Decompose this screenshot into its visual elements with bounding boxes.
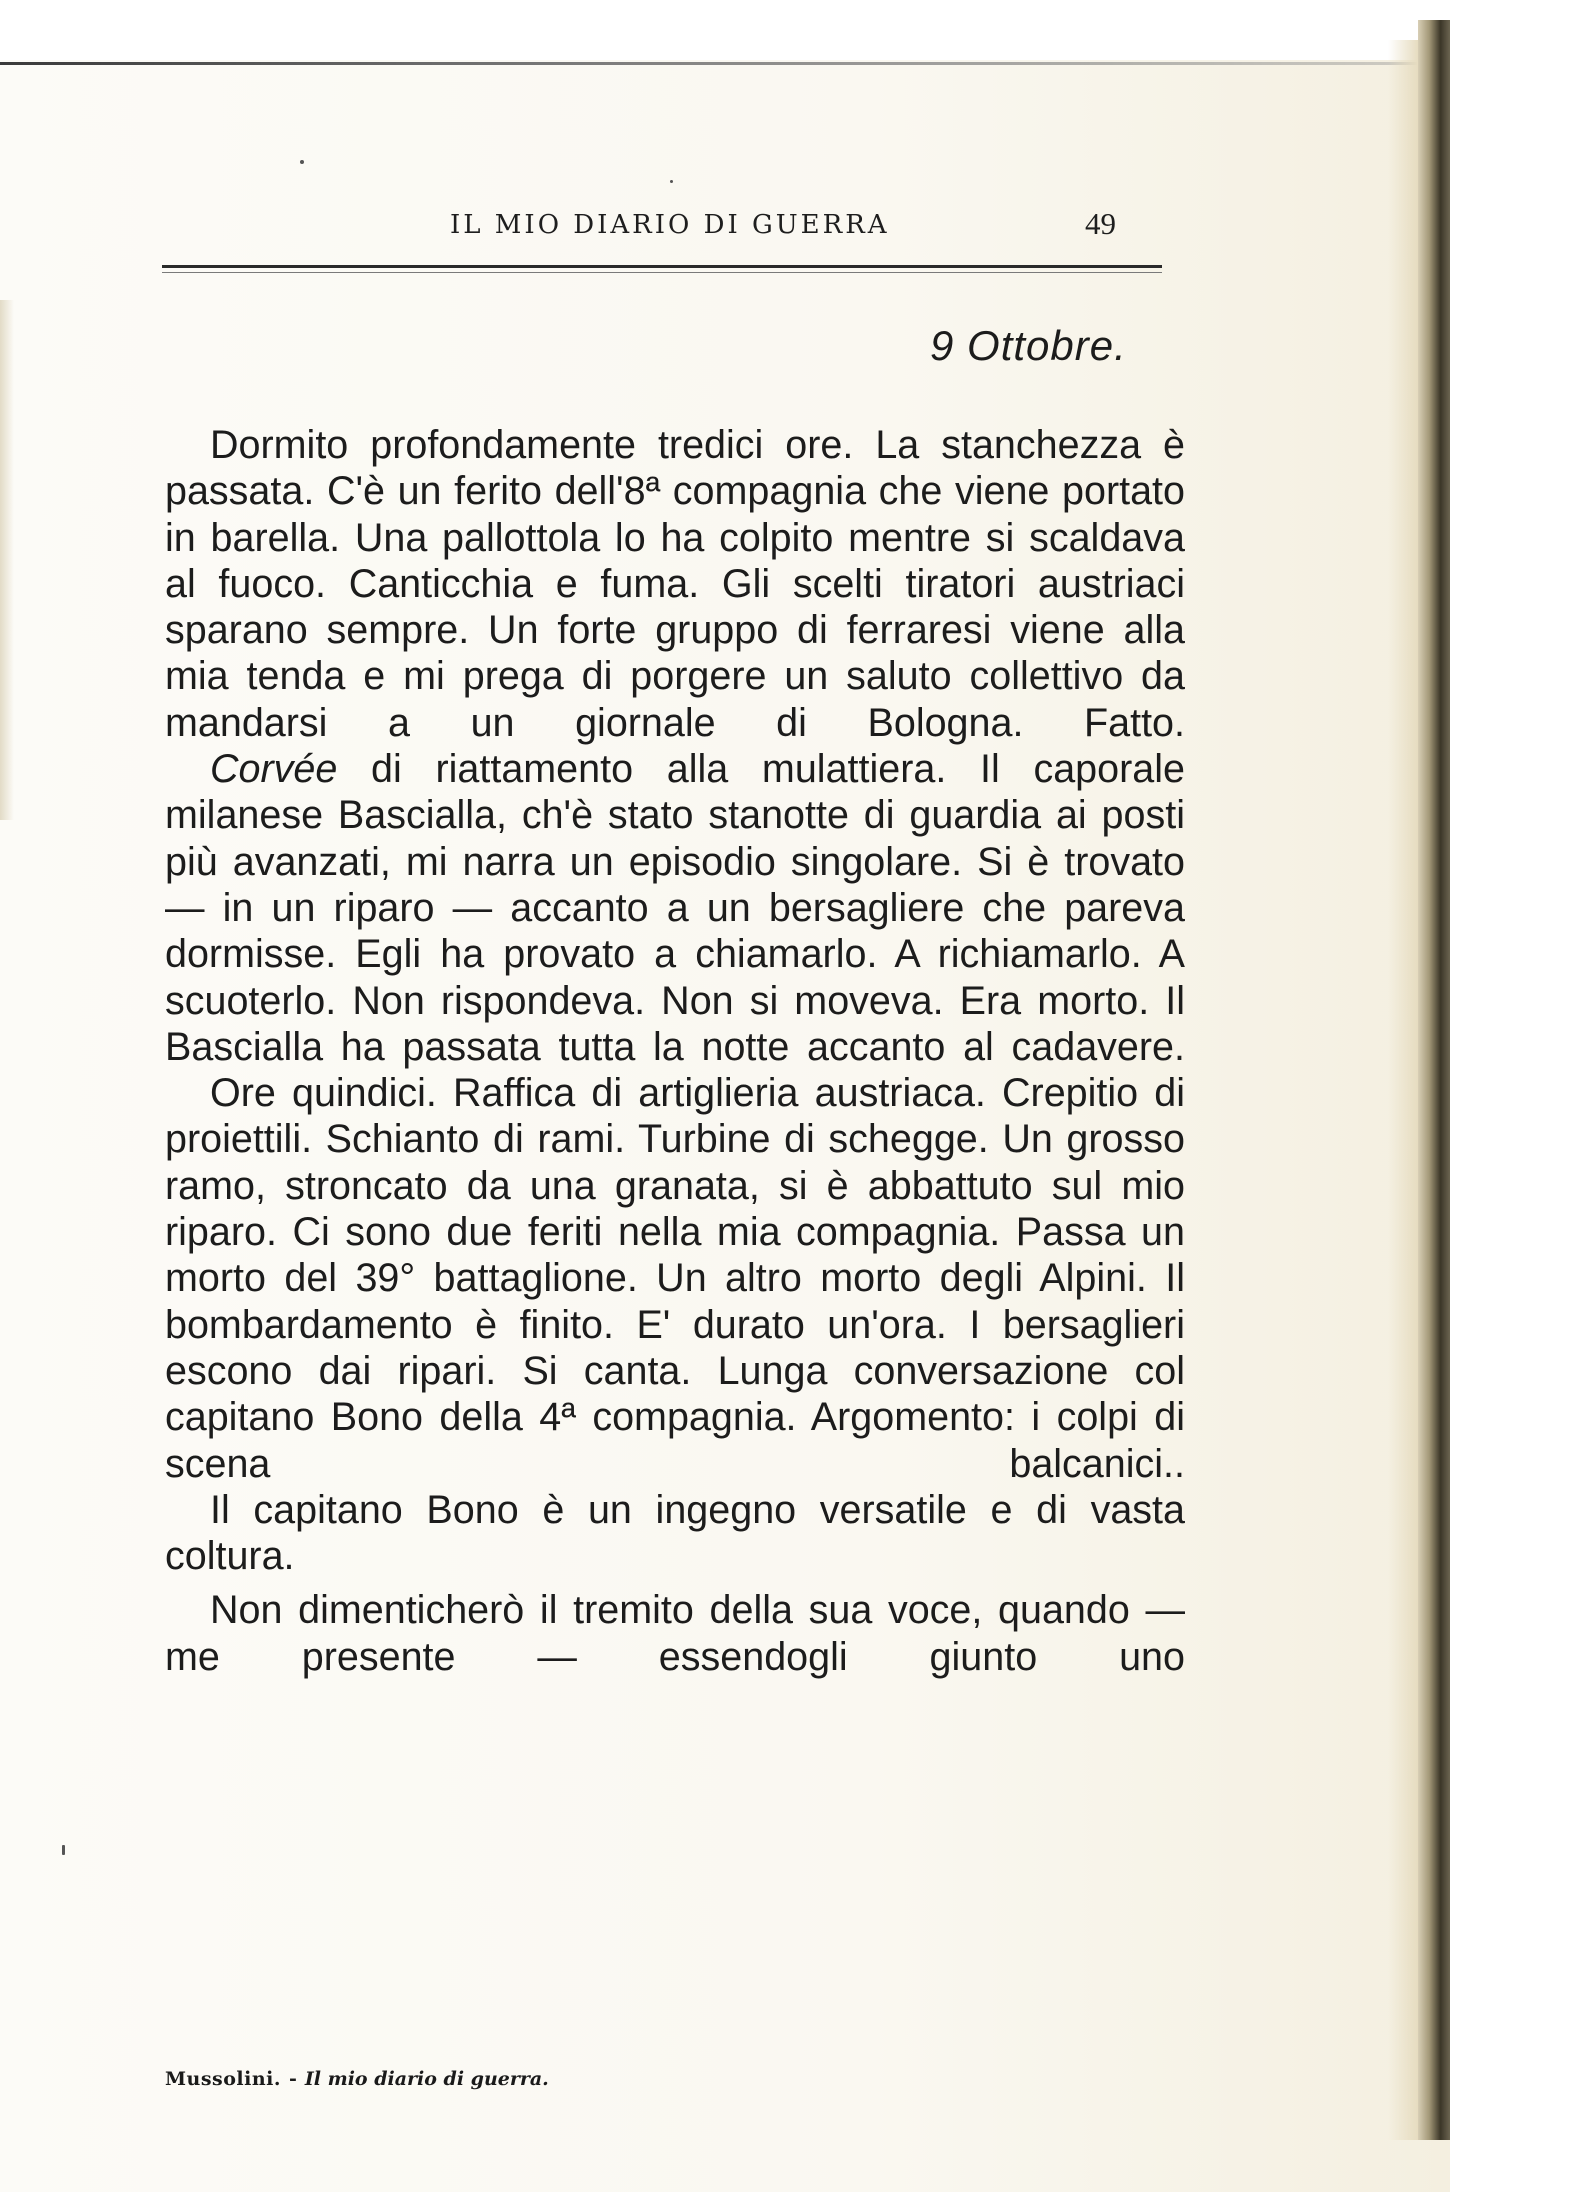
- scan-speck: [670, 180, 673, 183]
- paragraph: [165, 746, 1185, 1070]
- paragraph: [165, 1587, 1185, 1680]
- body-text: [165, 422, 1185, 1680]
- page-footer: [165, 2068, 549, 2090]
- header-rule: [162, 265, 1162, 268]
- paragraph-text: Non dimenticherò il tremito della sua voce, quando — me presente — essendogli giunto uno: [165, 1588, 1185, 1679]
- entry-date: 9 Ottobre.: [930, 322, 1127, 369]
- paragraph-text: di riattamento alla mulattiera. Il caporale milanese Bascialla, ch'è stato stanotte di guardia ai posti più avanzati, mi narra un episodio singolare. Si è trovato — in un riparo — accanto a un bersagliere che pareva dormisse. Egli ha provato a chiamarlo. A richiamarlo. A scuoterlo. Non rispondeva. Non si moveva. Era morto. Il Bascialla ha passata tutta la notte accanto al cadavere.: [165, 747, 1185, 1069]
- scan-top-edge: [0, 62, 1420, 65]
- footer-book-title: Il mio diario di guerra.: [304, 2068, 549, 2090]
- page-number: 49: [1085, 206, 1116, 241]
- paragraph-text: Ore quindici. Raffica di artiglieria austriaca. Crepitio di proiettili. Schianto di rami. Turbine di schegge. Un grosso ramo, stroncato da una granata, si è abbattuto sul mio riparo. Ci sono due feriti nella mia compagnia. Passa un morto del 39° battaglione. Un altro morto degli Alpini. Il bombardamento è finito. E' durato un'ora. I bersaglieri escono dai ripari. Si canta. Lunga conversazione col capitano Bono della 4ª compagnia. Argomento: i colpi di scena balcanici..: [165, 1071, 1185, 1486]
- paragraph: [165, 1487, 1185, 1580]
- paragraph-text: Il capitano Bono è un ingegno versatile e di vasta coltura.: [165, 1487, 1185, 1579]
- running-head: [160, 200, 1160, 260]
- binding-shadow: [1388, 40, 1418, 2140]
- paragraph-italic-lead: Corvée: [210, 747, 338, 792]
- page-stain: [0, 300, 14, 820]
- footer-author: Mussolini.: [165, 2068, 281, 2090]
- book-edge: [1418, 20, 1450, 2140]
- header-rule-thin: [162, 272, 1162, 273]
- scan-speck: [300, 160, 304, 164]
- paragraph-text: Dormito profondamente tredici ore. La stanchezza è passata. C'è un ferito dell'8ª compagnia che viene portato in barella. Una pallottola lo ha colpito mentre si scaldava al fuoco. Canticchia e fuma. Gli scelti tiratori austriaci sparano sempre. Un forte gruppo di ferraresi viene alla mia tenda e mi prega di porgere un saluto collettivo da mandarsi a un giornale di Bologna. Fatto.: [165, 423, 1185, 745]
- scan-speck: [62, 1845, 65, 1855]
- footer-separator: -: [289, 2068, 297, 2090]
- running-title: IL MIO DIARIO DI GUERRA: [450, 210, 890, 240]
- paragraph: [165, 1070, 1185, 1487]
- paragraph: [165, 422, 1185, 746]
